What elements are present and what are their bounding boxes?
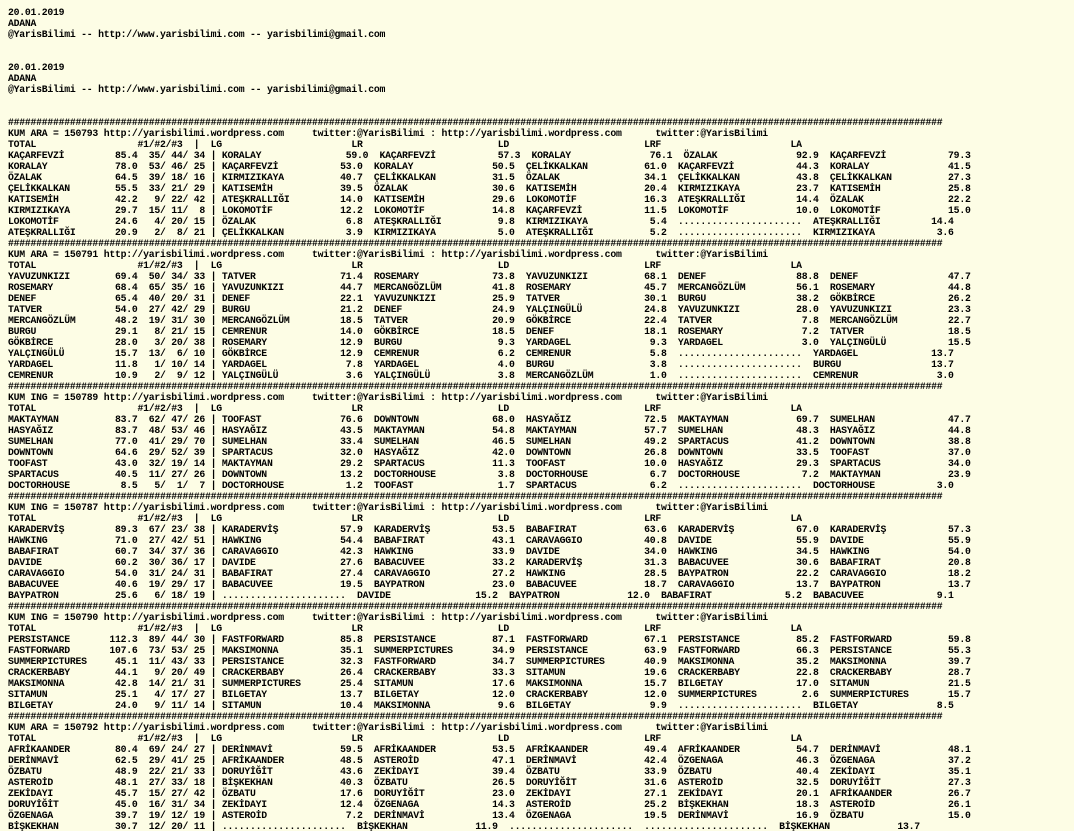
separator-line: ###################################################################################################################################################################### [8,117,943,128]
race-header-line: KUM ARA = 150791 http://yarisbilimi.wordpress.com twitter:@YarisBilimi : http://yarisbilimi.wordpress.com twitter:@YarisBilimi [8,249,768,260]
result-row: KAÇARFEVZİ 85.4 35/ 44/ 34 | KORALAY 59.0 KAÇARFEVZİ 57.3 KORALAY 76.1 ÖZALAK 92.9 KAÇARFEVZİ 79.3 [8,150,971,161]
result-row: ZEKİDAYI 45.7 15/ 27/ 42 | ÖZBATU 17.6 DORUYİĞİT 23.0 ZEKİDAYI 27.1 ZEKİDAYI 20.1 AFRİKAANDER 26.7 [8,788,971,799]
result-row: KIRMIZIKAYA 29.7 15/ 11/ 8 | LOKOMOTİF 12.2 LOKOMOTİF 14.8 KAÇARFEVZİ 11.5 LOKOMOTİF 10.0 LOKOMOTİF 15.0 [8,205,971,216]
result-row: DERİNMAVİ 62.5 29/ 41/ 25 | AFRİKAANDER 48.5 ASTEROİD 47.1 DERİNMAVİ 42.4 ÖZGENAGA 46.3 ÖZGENAGA 37.2 [8,755,971,766]
result-row: ATEŞKRALLIĞI 20.9 2/ 8/ 21 | ÇELİKKALKAN 3.9 KIRMIZIKAYA 5.0 ATEŞKRALLIĞI 5.2 ...................... KIRMIZIKAYA 3.6 [8,227,954,238]
result-row: TOOFAST 43.0 32/ 19/ 14 | MAKTAYMAN 29.2 SPARTACUS 11.3 TOOFAST 10.0 HASYAĞIZ 29.3 SPARTACUS 34.0 [8,458,971,469]
result-row: HAWKING 71.0 27/ 42/ 51 | HAWKING 54.4 BABAFIRAT 43.1 CARAVAGGIO 40.8 DAVIDE 55.9 DAVIDE 55.9 [8,535,971,546]
separator-line: ###################################################################################################################################################################### [8,601,943,612]
result-row: CARAVAGGIO 54.0 31/ 24/ 31 | BABAFIRAT 27.4 CARAVAGGIO 27.2 HAWKING 28.5 BAYPATRON 22.2 CARAVAGGIO 18.2 [8,568,971,579]
result-row: DOWNTOWN 64.6 29/ 52/ 39 | SPARTACUS 32.0 HASYAĞIZ 42.0 DOWNTOWN 26.8 DOWNTOWN 33.5 TOOFAST 37.0 [8,447,971,458]
result-row: SUMMERPICTURES 45.1 11/ 43/ 33 | PERSISTANCE 32.3 FASTFORWARD 34.7 SUMMERPICTURES 40.9 MAKSIMONNA 35.2 MAKSIMONNA 39.7 [8,656,971,667]
result-row: BABACUVEE 40.6 19/ 29/ 17 | BABACUVEE 19.5 BAYPATRON 23.0 BABACUVEE 18.7 CARAVAGGIO 13.7 BAYPATRON 13.7 [8,579,971,590]
result-row: DOCTORHOUSE 8.5 5/ 1/ 7 | DOCTORHOUSE 1.2 TOOFAST 1.7 SPARTACUS 6.2 ...................... DOCTORHOUSE 3.0 [8,480,954,491]
result-row: KORALAY 78.0 53/ 46/ 25 | KAÇARFEVZİ 53.0 KORALAY 50.5 ÇELİKKALKAN 61.0 KAÇARFEVZİ 44.3 KORALAY 41.5 [8,161,971,172]
result-row: FASTFORWARD 107.6 73/ 53/ 25 | MAKSIMONNA 35.1 SUMMERPICTURES 34.9 PERSISTANCE 63.9 FASTFORWARD 66.3 PERSISTANCE 55.3 [8,645,971,656]
result-row: BABAFIRAT 60.7 34/ 37/ 36 | CARAVAGGIO 42.3 HAWKING 33.9 DAVIDE 34.0 HAWKING 34.5 HAWKING 54.0 [8,546,971,557]
result-row: YAVUZUNKIZI 69.4 50/ 34/ 33 | TATVER 71.4 ROSEMARY 73.8 YAVUZUNKIZI 68.1 DENEF 88.8 DENEF 47.7 [8,271,971,282]
result-row: ASTEROİD 48.1 27/ 33/ 18 | BİŞKEKHAN 40.3 ÖZBATU 26.5 DORUYİĞİT 31.6 ASTEROİD 32.5 DORUYİĞİT 27.3 [8,777,971,788]
location-line: ADANA [8,73,37,84]
contact-line: @YarisBilimi -- http://www.yarisbilimi.com -- yarisbilimi@gmail.com [8,84,386,95]
result-row: DENEF 65.4 40/ 20/ 31 | DENEF 22.1 YAVUZUNKIZI 25.9 TATVER 30.1 BURGU 38.2 GÖKBİRCE 26.2 [8,293,971,304]
race-header-line: KUM ARA = 150793 http://yarisbilimi.wordpress.com twitter:@YarisBilimi : http://yarisbilimi.wordpress.com twitter:@YarisBilimi [8,128,768,139]
result-row: PERSISTANCE 112.3 89/ 44/ 30 | FASTFORWARD 85.8 PERSISTANCE 87.1 FASTFORWARD 67.1 PERSISTANCE 85.2 FASTFORWARD 59.8 [8,634,971,645]
location-line: ADANA [8,18,37,29]
result-row: BURGU 29.1 8/ 21/ 15 | CEMRENUR 14.0 GÖKBİRCE 18.5 DENEF 18.1 ROSEMARY 7.2 TATVER 18.5 [8,326,971,337]
result-row: ÇELİKKALKAN 55.5 33/ 21/ 29 | KATISEMİH 39.5 ÖZALAK 30.6 KATISEMİH 20.4 KIRMIZIKAYA 23.7 KATISEMİH 25.8 [8,183,971,194]
column-header-line: TOTAL #1/#2/#3 | LG LR LD LRF LA [8,733,802,744]
result-row: HASYAĞIZ 83.7 48/ 53/ 46 | HASYAĞIZ 43.5 MAKTAYMAN 54.8 MAKTAYMAN 57.7 SUMELHAN 48.3 HASYAĞIZ 44.8 [8,425,971,436]
result-row: BILGETAY 24.0 9/ 11/ 14 | SITAMUN 10.4 MAKSIMONNA 9.6 BILGETAY 9.9 ...................... BILGETAY 8.5 [8,700,954,711]
separator-line: ###################################################################################################################################################################### [8,711,943,722]
result-row: BAYPATRON 25.6 6/ 18/ 19 | ...................... DAVIDE 15.2 BAYPATRON 12.0 BABAFIRAT 5.2 BABACUVEE 9.1 [8,590,954,601]
result-row: DORUYİĞİT 45.0 16/ 31/ 34 | ZEKİDAYI 12.4 ÖZGENAGA 14.3 ASTEROİD 25.2 BİŞKEKHAN 18.3 ASTEROİD 26.1 [8,799,971,810]
result-row: GÖKBİRCE 28.0 3/ 20/ 38 | ROSEMARY 12.9 BURGU 9.3 YARDAGEL 9.3 YARDAGEL 3.0 YALÇINGÜLÜ 15.5 [8,337,971,348]
race-header-line: KUM ING = 150790 http://yarisbilimi.wordpress.com twitter:@YarisBilimi : http://yarisbilimi.wordpress.com twitter:@YarisBilimi [8,612,768,623]
contact-line: @YarisBilimi -- http://www.yarisbilimi.com -- yarisbilimi@gmail.com [8,29,386,40]
result-row: LOKOMOTİF 24.6 4/ 20/ 15 | ÖZALAK 6.8 ATEŞKRALLIĞI 9.8 KIRMIZIKAYA 5.4 ...................... ATEŞKRALLIĞI 14.4 [8,216,954,227]
column-header-line: TOTAL #1/#2/#3 | LG LR LD LRF LA [8,260,802,271]
race-header-line: KUM ING = 150787 http://yarisbilimi.wordpress.com twitter:@YarisBilimi : http://yarisbilimi.wordpress.com twitter:@YarisBilimi [8,502,768,513]
result-row: SUMELHAN 77.0 41/ 29/ 70 | SUMELHAN 33.4 SUMELHAN 46.5 SUMELHAN 49.2 SPARTACUS 41.2 DOWNTOWN 38.8 [8,436,971,447]
result-row: AFRİKAANDER 80.4 69/ 24/ 27 | DERİNMAVİ 59.5 AFRİKAANDER 53.5 AFRİKAANDER 49.4 AFRİKAANDER 54.7 DERİNMAVİ 48.1 [8,744,971,755]
result-row: BİŞKEKHAN 30.7 12/ 20/ 11 | ...................... BİŞKEKHAN 11.9 ...................... ...................... BİŞKEKHAN 13.7 [8,821,920,831]
result-row: ÖZALAK 64.5 39/ 18/ 16 | KIRMIZIKAYA 40.7 ÇELİKKALKAN 31.5 ÖZALAK 34.1 ÇELİKKALKAN 43.8 ÇELİKKALKAN 27.3 [8,172,971,183]
result-row: YALÇINGÜLÜ 15.7 13/ 6/ 10 | GÖKBİRCE 12.9 CEMRENUR 6.2 CEMRENUR 5.8 ...................... YARDAGEL 13.7 [8,348,954,359]
date-line: 20.01.2019 [8,7,65,18]
column-header-line: TOTAL #1/#2/#3 | LG LR LD LRF LA [8,139,802,150]
result-row: YARDAGEL 11.8 1/ 10/ 14 | YARDAGEL 7.8 YARDAGEL 4.0 BURGU 3.8 ...................... BURGU 13.7 [8,359,954,370]
result-row: ROSEMARY 68.4 65/ 35/ 16 | YAVUZUNKIZI 44.7 MERCANGÖZLÜM 41.8 ROSEMARY 45.7 MERCANGÖZLÜM 56.1 ROSEMARY 44.8 [8,282,971,293]
result-row: MERCANGÖZLÜM 48.2 19/ 31/ 30 | MERCANGÖZLÜM 18.5 TATVER 20.9 GÖKBİRCE 22.4 TATVER 7.8 MERCANGÖZLÜM 22.7 [8,315,971,326]
date-line: 20.01.2019 [8,62,65,73]
result-row: CEMRENUR 10.9 2/ 9/ 12 | YALÇINGÜLÜ 3.6 YALÇINGÜLÜ 3.8 MERCANGÖZLÜM 1.0 ...................... CEMRENUR 3.0 [8,370,954,381]
result-row: KATISEMİH 42.2 9/ 22/ 42 | ATEŞKRALLIĞI 14.0 KATISEMİH 29.6 LOKOMOTİF 16.3 ATEŞKRALLIĞI 14.4 ÖZALAK 22.2 [8,194,971,205]
race-header-line: KUM ARA = 150792 http://yarisbilimi.wordpress.com twitter:@YarisBilimi : http://yarisbilimi.wordpress.com twitter:@YarisBilimi [8,722,768,733]
result-row: TATVER 54.0 27/ 42/ 29 | BURGU 21.2 DENEF 24.9 YALÇINGÜLÜ 24.8 YAVUZUNKIZI 28.0 YAVUZUNKIZI 23.3 [8,304,971,315]
result-row: MAKTAYMAN 83.7 62/ 47/ 26 | TOOFAST 76.6 DOWNTOWN 68.0 HASYAĞIZ 72.5 MAKTAYMAN 69.7 SUMELHAN 47.7 [8,414,971,425]
result-row: MAKSIMONNA 42.8 14/ 21/ 31 | SUMMERPICTURES 25.4 SITAMUN 17.6 MAKSIMONNA 15.7 BILGETAY 17.0 SITAMUN 21.5 [8,678,971,689]
result-row: ÖZBATU 48.9 22/ 21/ 33 | DORUYİĞİT 43.6 ZEKİDAYI 39.4 ÖZBATU 33.9 ÖZBATU 40.4 ZEKİDAYI 35.1 [8,766,971,777]
result-row: SPARTACUS 40.5 11/ 27/ 26 | DOWNTOWN 13.2 DOCTORHOUSE 3.8 DOCTORHOUSE 6.7 DOCTORHOUSE 7.2 MAKTAYMAN 23.9 [8,469,971,480]
result-row: SITAMUN 25.1 4/ 17/ 27 | BILGETAY 13.7 BILGETAY 12.0 CRACKERBABY 12.0 SUMMERPICTURES 2.6 SUMMERPICTURES 15.7 [8,689,971,700]
race-header-line: KUM ING = 150789 http://yarisbilimi.wordpress.com twitter:@YarisBilimi : http://yarisbilimi.wordpress.com twitter:@YarisBilimi [8,392,768,403]
separator-line: ###################################################################################################################################################################### [8,238,943,249]
separator-line: ###################################################################################################################################################################### [8,381,943,392]
column-header-line: TOTAL #1/#2/#3 | LG LR LD LRF LA [8,403,802,414]
result-row: CRACKERBABY 44.1 9/ 20/ 49 | CRACKERBABY 26.4 CRACKERBABY 33.3 SITAMUN 19.6 CRACKERBABY 22.8 CRACKERBABY 28.7 [8,667,971,678]
result-row: ÖZGENAGA 39.7 19/ 12/ 19 | ASTEROİD 7.2 DERİNMAVİ 13.4 ÖZGENAGA 19.5 DERİNMAVİ 16.9 ÖZBATU 15.0 [8,810,971,821]
column-header-line: TOTAL #1/#2/#3 | LG LR LD LRF LA [8,623,802,634]
separator-line: ###################################################################################################################################################################### [8,491,943,502]
result-row: DAVIDE 60.2 30/ 36/ 17 | DAVIDE 27.6 BABACUVEE 33.2 KARADERVİŞ 31.3 BABACUVEE 30.6 BABAFIRAT 20.8 [8,557,971,568]
result-row: KARADERVİŞ 89.3 67/ 23/ 38 | KARADERVİŞ 57.9 KARADERVİŞ 53.5 BABAFIRAT 63.6 KARADERVİŞ 67.0 KARADERVİŞ 57.3 [8,524,971,535]
column-header-line: TOTAL #1/#2/#3 | LG LR LD LRF LA [8,513,802,524]
